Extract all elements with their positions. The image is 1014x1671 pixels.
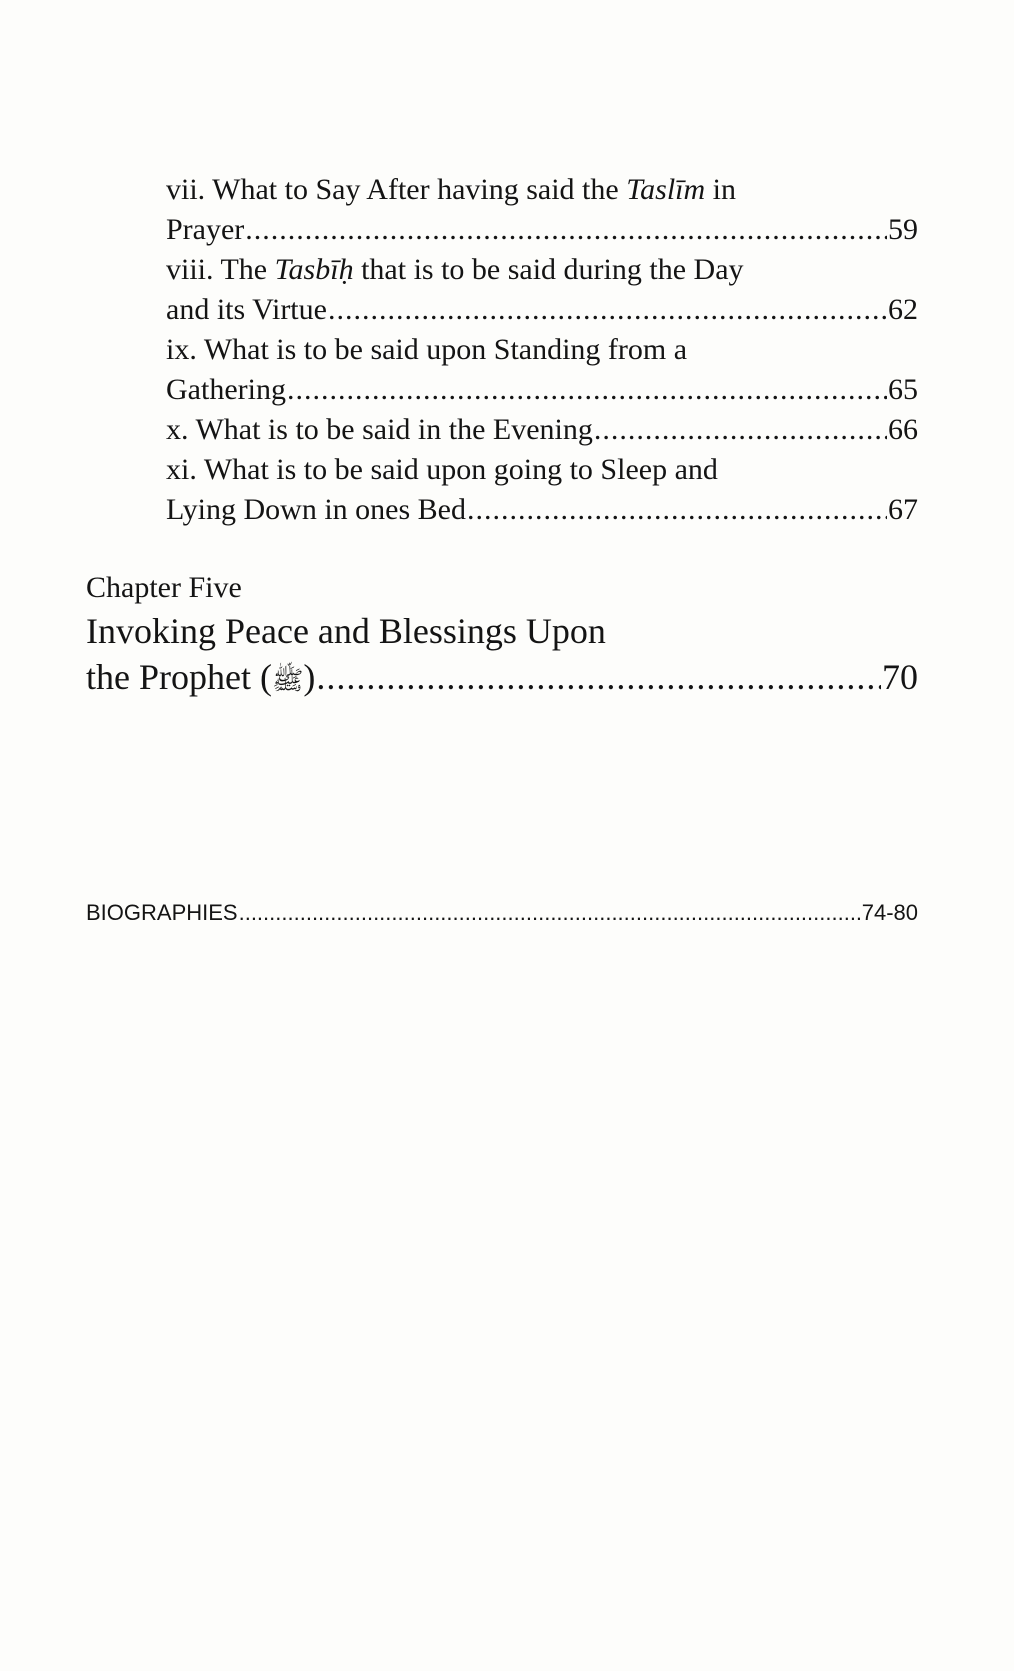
entry-title-part: What is to be said in the Evening [195, 413, 593, 446]
honorific-glyph: ﷺ [271, 666, 304, 695]
entry-title-part: What is to be said upon Standing from a [203, 333, 688, 366]
toc-entry-xi[interactable] [166, 450, 918, 530]
entry-number: xi. [166, 453, 197, 486]
biographies-entry[interactable] [86, 898, 918, 928]
entry-title-continued: Prayer [166, 213, 245, 246]
dot-leader [287, 370, 887, 410]
toc-entry-x[interactable] [166, 410, 918, 450]
entry-title-part: The [220, 253, 275, 286]
entry-title-italic: Taslīm [626, 173, 706, 206]
entry-title-part: in [705, 173, 737, 206]
entry-title-part: What is to be said upon going to Sleep and [203, 453, 718, 486]
dot-leader [594, 410, 887, 450]
entry-title-italic: Tasbīḥ [274, 253, 354, 286]
toc-entry-vii[interactable] [166, 170, 918, 250]
toc-section-list [166, 170, 918, 530]
biographies-label: BIOGRAPHIES [86, 900, 238, 925]
dot-leader [316, 654, 881, 700]
toc-entry-ix[interactable] [166, 330, 918, 410]
entry-title-part: that is to be said during the Day [353, 253, 744, 286]
entry-title-continued: Gathering [166, 373, 286, 406]
page-number: 65 [888, 373, 918, 406]
dot-leader [328, 290, 887, 330]
page-range: 74-80 [861, 900, 918, 925]
entry-number: ix. [166, 333, 197, 366]
chapter-title-line2-end: ) [303, 657, 316, 697]
chapter-five-entry[interactable] [86, 568, 918, 700]
dot-leader [467, 490, 887, 530]
toc-entry-viii[interactable] [166, 250, 918, 330]
chapter-title-line1: Invoking Peace and Blessings Upon [86, 611, 606, 651]
chapter-label: Chapter Five [86, 571, 242, 604]
dot-leader [239, 898, 861, 928]
page-number: 59 [888, 213, 918, 246]
entry-number: vii. [166, 173, 206, 206]
entry-number: x. [166, 413, 189, 446]
entry-title-continued: Lying Down in ones Bed [166, 493, 466, 526]
chapter-title-line2: the Prophet ( [86, 657, 272, 697]
page-number: 66 [888, 413, 918, 446]
dot-leader [245, 210, 887, 250]
entry-title-part: What to Say After having said the [212, 173, 627, 206]
entry-title-continued: and its Virtue [166, 293, 327, 326]
page-number: 62 [888, 293, 918, 326]
chapter-title [86, 608, 918, 700]
page-number: 67 [888, 493, 918, 526]
page-number: 70 [882, 657, 918, 697]
entry-number: viii. [166, 253, 214, 286]
